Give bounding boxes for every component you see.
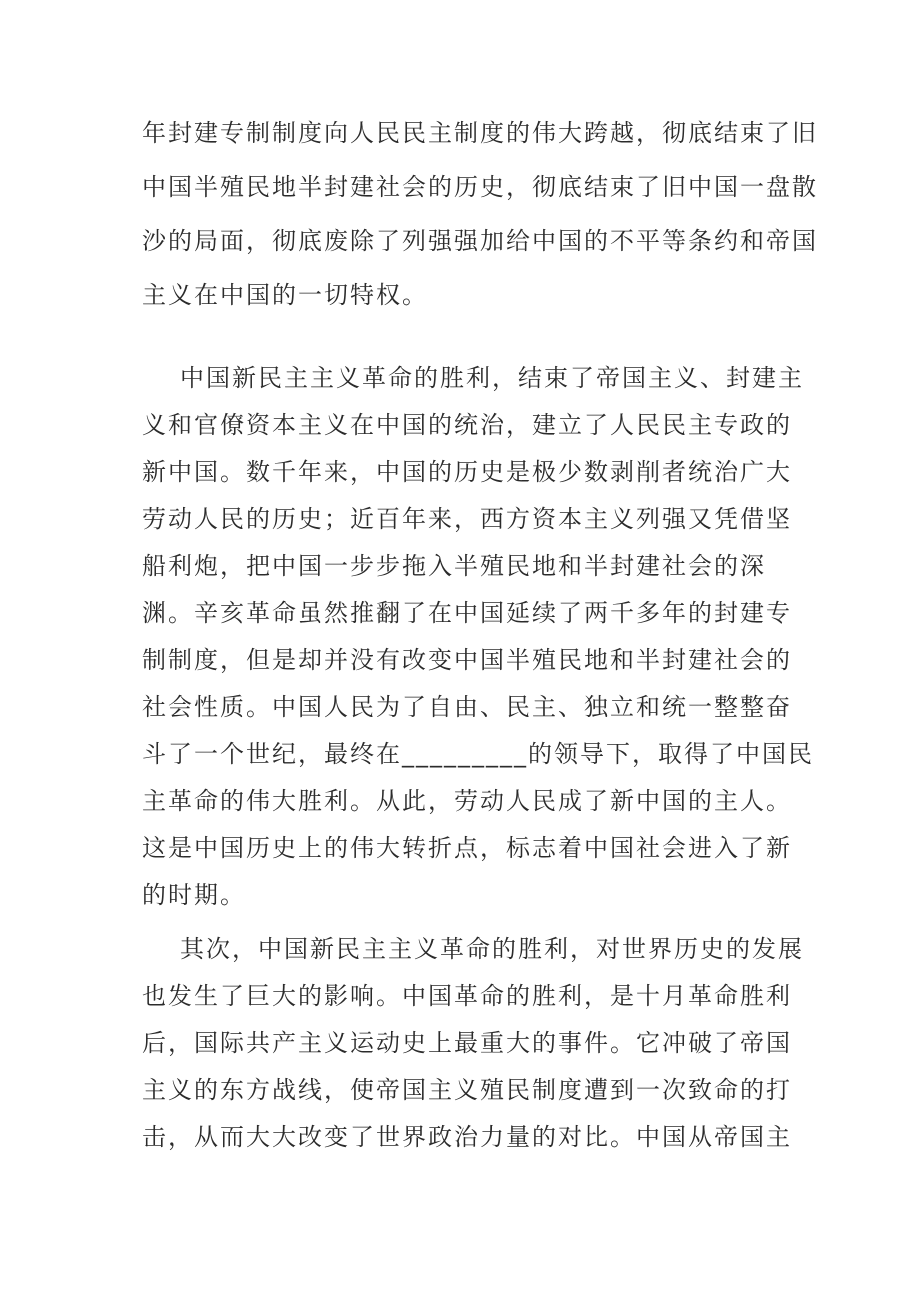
text-line: 义和官僚资本主义在中国的统治，建立了人民民主专政的 (142, 411, 792, 439)
text-line: 制制度，但是却并没有改变中国半殖民地和半封建社会的 (142, 646, 792, 674)
text-line: 社会性质。中国人民为了自由、民主、独立和统一整整奋 (142, 693, 792, 721)
text-line: 年封建专制制度向人民民主制度的伟大跨越，彻底结束了旧 (142, 119, 818, 147)
text-line: 新中国。数千年来，中国的历史是极少数剥削者统治广大 (142, 458, 792, 486)
text-line: 中国新民主主义革命的胜利，结束了帝国主义、封建主 (180, 364, 804, 392)
text-line-with-blank: 斗了一个世纪，最终在_________的领导下，取得了中国民 (142, 740, 814, 768)
text-line: 的时期。 (142, 881, 246, 909)
text-line: 其次，中国新民主主义革命的胜利，对世界历史的发展 (180, 935, 804, 963)
text-line: 劳动人民的历史；近百年来，西方资本主义列强又凭借坚 (142, 505, 792, 533)
text-line: 主义的东方战线，使帝国主义殖民制度遭到一次致命的打 (142, 1076, 792, 1104)
text-line: 沙的局面，彻底废除了列强强加给中国的不平等条约和帝国 (142, 227, 818, 255)
text-line: 也发生了巨大的影响。中国革命的胜利，是十月革命胜利 (142, 982, 792, 1010)
text-line: 后，国际共产主义运动史上最重大的事件。它冲破了帝国 (142, 1029, 792, 1057)
text-line: 这是中国历史上的伟大转折点，标志着中国社会进入了新 (142, 834, 792, 862)
text-line: 渊。辛亥革命虽然推翻了在中国延续了两千多年的封建专 (142, 599, 792, 627)
text-line: 主义在中国的一切特权。 (142, 281, 428, 309)
text-line: 击，从而大大改变了世界政治力量的对比。中国从帝国主 (142, 1123, 792, 1151)
text-line: 主革命的伟大胜利。从此，劳动人民成了新中国的主人。 (142, 787, 792, 815)
text-line: 中国半殖民地半封建社会的历史，彻底结束了旧中国一盘散 (142, 173, 818, 201)
text-line: 船利炮，把中国一步步拖入半殖民地和半封建社会的深 (142, 552, 766, 580)
